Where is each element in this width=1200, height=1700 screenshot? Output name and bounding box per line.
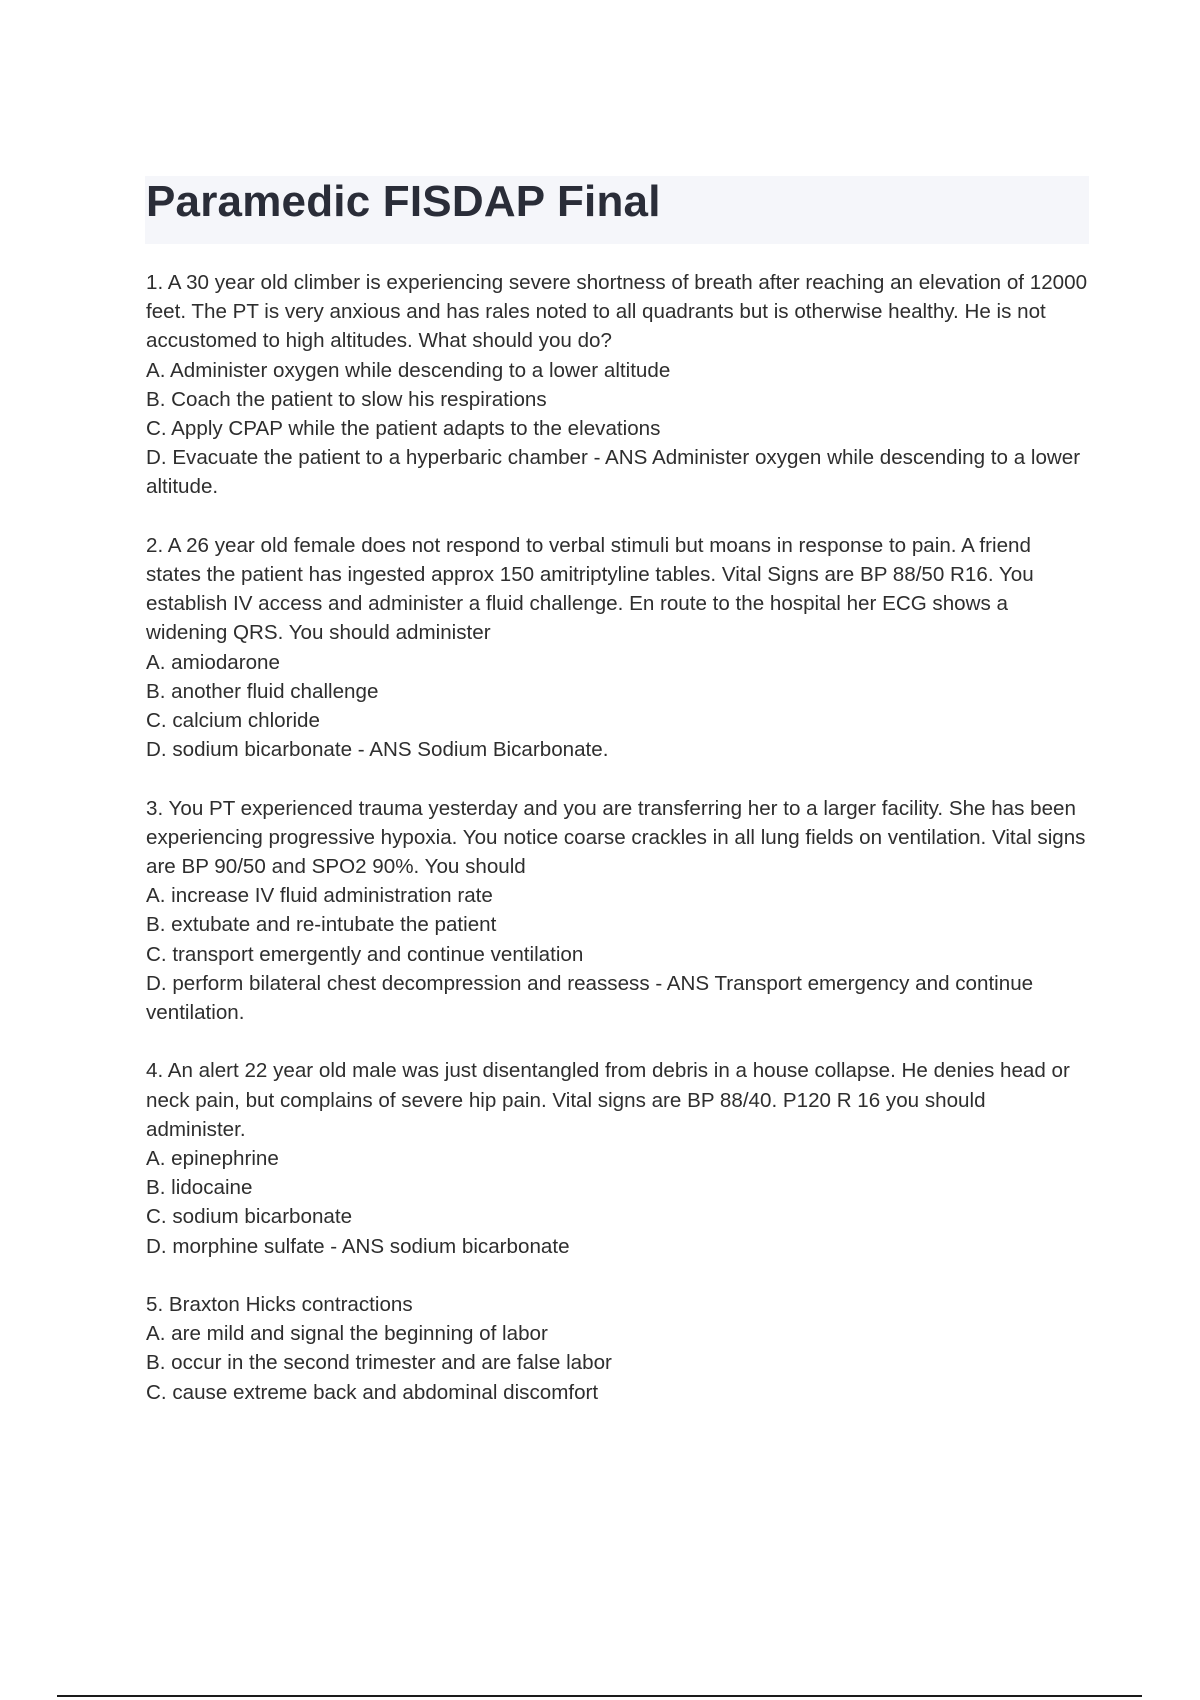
page-bottom-rule — [57, 1695, 1142, 1697]
answer-option: A. Administer oxygen while descending to a lower altitude — [146, 358, 671, 382]
answer-option: A. are mild and signal the beginning of labor — [146, 1322, 548, 1346]
answer-option: B. occur in the second trimester and are false labor — [146, 1351, 612, 1375]
answer-option: C. sodium bicarbonate — [146, 1205, 353, 1229]
answer-option: D. sodium bicarbonate - ANS Sodium Bicarbonate. — [146, 738, 609, 762]
question-2 — [146, 531, 1090, 765]
question-stem: 2. A 26 year old female does not respond to verbal stimuli but moans in response to pain. A friend states the patient has ingested approx 150 amitriptyline tables. Vital Signs are BP 88/50 R16. You establish IV access and administer a fluid challenge. En route to the hospital her ECG shows a widening QRS. You should administer — [146, 533, 1034, 645]
answer-option: B. lidocaine — [146, 1176, 253, 1200]
answer-option: A. amiodarone — [146, 650, 280, 674]
question-stem: 5. Braxton Hicks contractions — [146, 1293, 413, 1317]
answer-option: C. cause extreme back and abdominal discomfort — [146, 1380, 599, 1404]
answer-option: D. Evacuate the patient to a hyperbaric chamber - ANS Administer oxygen while descending to a lower altitude. — [146, 446, 1081, 499]
answer-option: D. perform bilateral chest decompression and reassess - ANS Transport emergency and continue ventilation. — [146, 971, 1034, 1025]
question-1 — [146, 268, 1090, 502]
answer-option: A. epinephrine — [146, 1147, 279, 1171]
question-stem: 4. An alert 22 year old male was just disentangled from debris in a house collapse. He denies head or neck pain, but complains of severe hip pain. Vital signs are BP 88/40. P120 R 16 you should administer. — [146, 1059, 1070, 1141]
question-5 — [146, 1290, 1090, 1407]
answer-option: B. another fluid challenge — [146, 679, 379, 703]
answer-option: A. increase IV fluid administration rate — [146, 884, 493, 908]
question-4 — [146, 1056, 1090, 1260]
answer-option: B. extubate and re-intubate the patient — [146, 913, 497, 937]
question-stem: 3. You PT experienced trauma yesterday and you are transferring her to a larger facility. She has been experiencing progressive hypoxia. You notice coarse crackles in all lung fields on ventilation. Vital signs are BP 90/50 and SPO2 90%. You should — [146, 796, 1086, 879]
question-stem: 1. A 30 year old climber is experiencing severe shortness of breath after reaching an elevation of 12000 feet. The PT is very anxious and has rales noted to all quadrants but is otherwise healthy. He is not accustomed to high altitudes. What should you do? — [146, 271, 1088, 353]
question-3 — [146, 794, 1090, 1028]
answer-option: C. Apply CPAP while the patient adapts to the elevations — [146, 417, 661, 441]
answer-option: B. Coach the patient to slow his respirations — [146, 387, 547, 411]
answer-option: C. calcium chloride — [146, 709, 320, 733]
answer-option: D. morphine sulfate - ANS sodium bicarbonate — [146, 1234, 570, 1258]
page-title: Paramedic FISDAP Final — [146, 177, 661, 226]
question-list — [146, 268, 1090, 1436]
answer-option: C. transport emergently and continue ventilation — [146, 942, 584, 966]
